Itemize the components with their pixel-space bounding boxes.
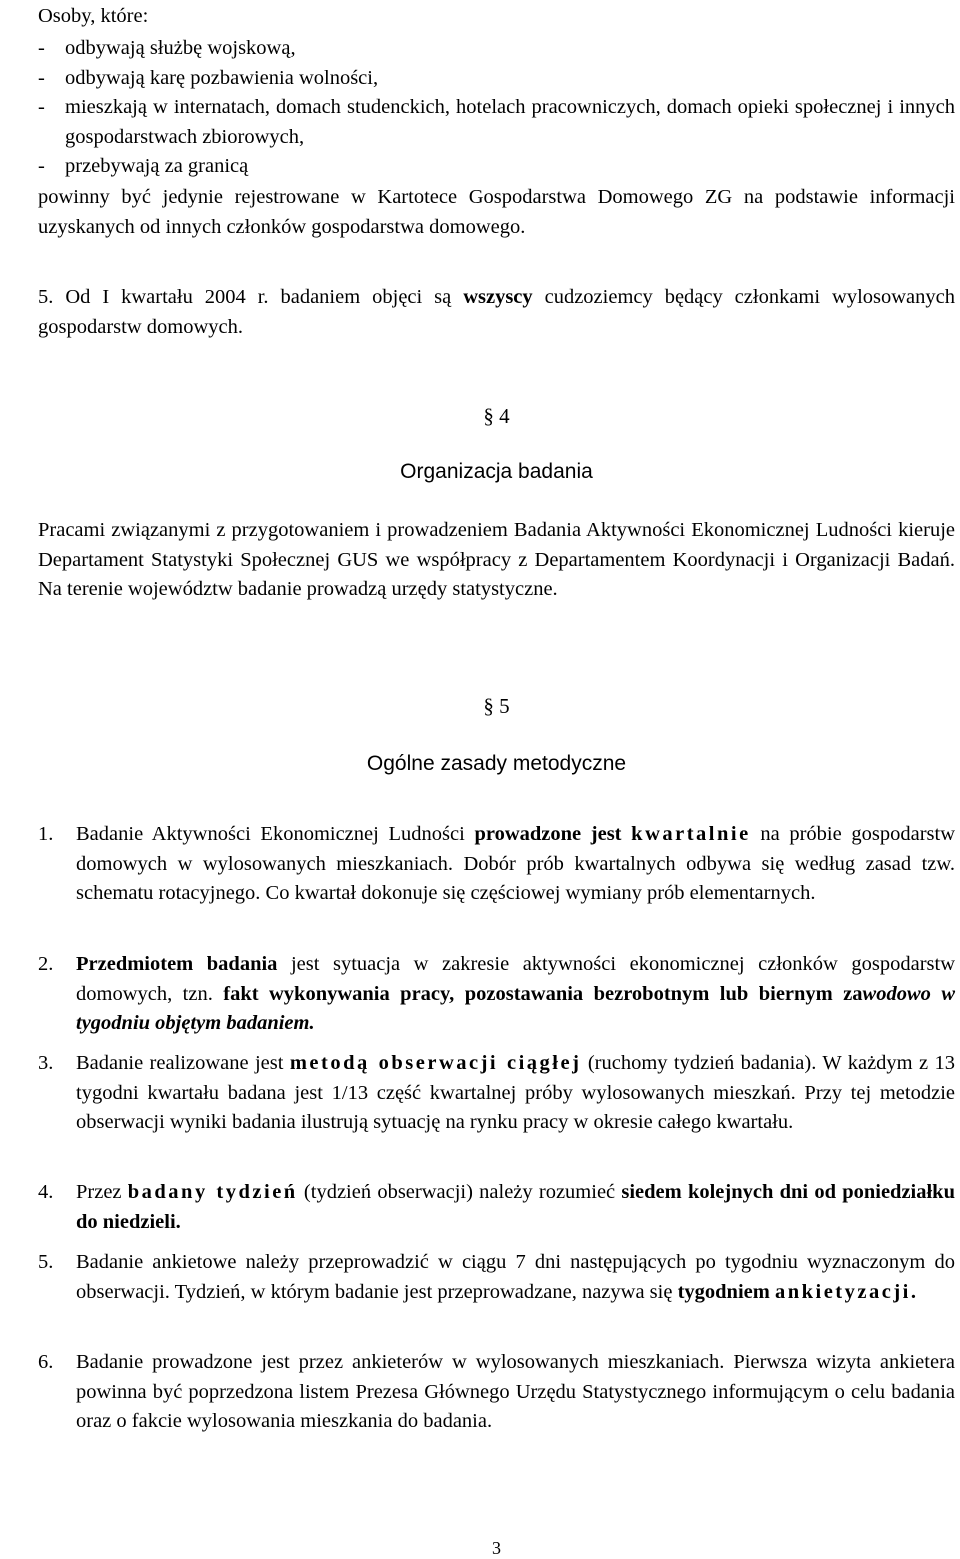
item-spaced-part: metodą obserwacji ciągłej <box>289 1052 582 1074</box>
paragraph-5-bold: wszyscy <box>463 286 533 308</box>
item-text-part: na próbie gospodarstw domowych w wylosowanych mieszkaniach. Dobór prób kwartalnych odbywa się według zasad tzw. schematu rotacyjnego. Co kwartał dokonuje się częściowej wymiany prób elementarnych. <box>76 823 956 904</box>
bullet-text: przebywają za granicą <box>65 155 249 177</box>
section-4-body: Pracami związanymi z przygotowaniem i prowadzeniem Badania Aktywności Ekonomicznej Ludności kieruje Departament Statystyki Społecznej GUS we współpracy z Departamentem Koordynacji i Organizacji Badań. Na terenie województw badanie prowadzą urzędy statystyczne. <box>38 519 955 600</box>
bullet-dash: - <box>38 96 45 118</box>
item-bold-part: prowadzone jest <box>474 823 632 845</box>
method-item-5 <box>38 1248 955 1307</box>
bullet-item <box>38 152 955 182</box>
bullet-text: odbywają karę pozbawienia wolności, <box>65 66 379 89</box>
item-bold-part: siedem kolejnych dni od poniedziałku do niedzieli. <box>76 1181 955 1233</box>
item-text-part: (tydzień obserwacji) należy rozumieć <box>297 1181 622 1203</box>
item-bold-italic-part: wodowo w tygodniu objętym badaniem. <box>76 982 955 1034</box>
bullet-text: odbywają służbę wojskową, <box>65 37 296 59</box>
item-text <box>76 1248 955 1307</box>
section-4-sign: § 4 <box>483 404 510 428</box>
item-text: Badanie prowadzone jest przez ankieterów w wylosowanych mieszkaniach. Pierwsza wizyta ankietera powinna być poprzedzona listem Prezesa Głównego Urzędu Statystycznego informującym o celu badania oraz o fakcie wylosowania mieszkania do badania. <box>76 1351 955 1432</box>
paragraph-5 <box>38 283 955 342</box>
intro-line: Osoby, które: <box>38 5 149 27</box>
method-item-6 <box>38 1348 955 1437</box>
item-spaced-part: badany tydzień <box>127 1181 298 1203</box>
item-text <box>76 1178 955 1237</box>
item-text-part: Badanie realizowane jest <box>76 1052 290 1074</box>
item-text <box>76 950 955 1039</box>
item-number: 1. <box>38 823 54 845</box>
item-number: 5. <box>38 1251 54 1273</box>
item-number: 3. <box>38 1052 54 1074</box>
section-4-title: Organizacja badania <box>400 460 593 483</box>
item-spaced-part: ankietyzacji. <box>774 1280 919 1303</box>
item-number: 4. <box>38 1181 54 1203</box>
bullet-text: mieszkają w internatach, domach studenckich, hotelach pracowniczych, domach opieki społecznej i innych gospodarstwach zbiorowych, <box>65 96 955 148</box>
item-number: 6. <box>38 1351 54 1373</box>
item-bold-part: tygodniem <box>677 1280 775 1303</box>
item-bold-part: fakt wykonywania pracy, pozostawania bezrobotnym lub biernym za <box>223 982 863 1005</box>
method-item-2 <box>38 950 955 1039</box>
method-item-3 <box>38 1049 955 1138</box>
item-spaced-part: kwartalnie <box>631 823 751 845</box>
paragraph-5-start: 5. Od I kwartału 2004 r. badaniem objęci są <box>38 286 464 308</box>
bullet-dash: - <box>38 37 45 59</box>
item-text-part: Badanie ankietowe należy przeprowadzić w ciągu 7 dni następujących po tygodniu wyznaczonym do obserwacji. Tydzień, w którym badanie jest przeprowadzane, nazywa się <box>76 1251 955 1303</box>
item-text-part: Przez <box>76 1181 128 1203</box>
paragraph-5-end: cudzoziemcy będący członkami wylosowanych gospodarstw domowych. <box>38 286 955 338</box>
method-item-1 <box>38 820 955 909</box>
bullet-item <box>38 64 955 94</box>
item-bold-part: Przedmiotem badania <box>76 953 278 975</box>
item-text-part: (ruchomy tydzień badania). W każdym z 13 tygodni kwartału badana jest 1/13 część kwartalnej próby wylosowanych mieszkań. Przy tej metodzie obserwacji wyniki badania ilustrują sytuację na rynku pracy w okresie całego kwartału. <box>76 1052 955 1133</box>
bullet-dash: - <box>38 155 45 177</box>
bullet-item <box>38 34 955 64</box>
bullet-dash: - <box>38 66 45 89</box>
item-text-part: jest sytuacja w zakresie aktywności ekonomicznej członków gospodarstw domowych, tzn. <box>76 953 955 1005</box>
registration-note: powinny być jedynie rejestrowane w Kartotece Gospodarstwa Domowego ZG na podstawie informacji uzyskanych od innych członków gospodarstwa domowego. <box>38 186 955 238</box>
page-number: 3 <box>492 1538 501 1558</box>
method-item-4 <box>38 1178 955 1237</box>
section-5-title: Ogólne zasady metodyczne <box>366 752 627 775</box>
bullet-list <box>38 34 955 182</box>
item-number: 2. <box>38 953 54 975</box>
bullet-item <box>38 93 955 152</box>
item-text <box>76 820 955 909</box>
section-5-sign: § 5 <box>483 694 510 718</box>
item-text-part: Badanie Aktywności Ekonomicznej Ludności <box>76 823 475 845</box>
item-text <box>76 1049 955 1138</box>
